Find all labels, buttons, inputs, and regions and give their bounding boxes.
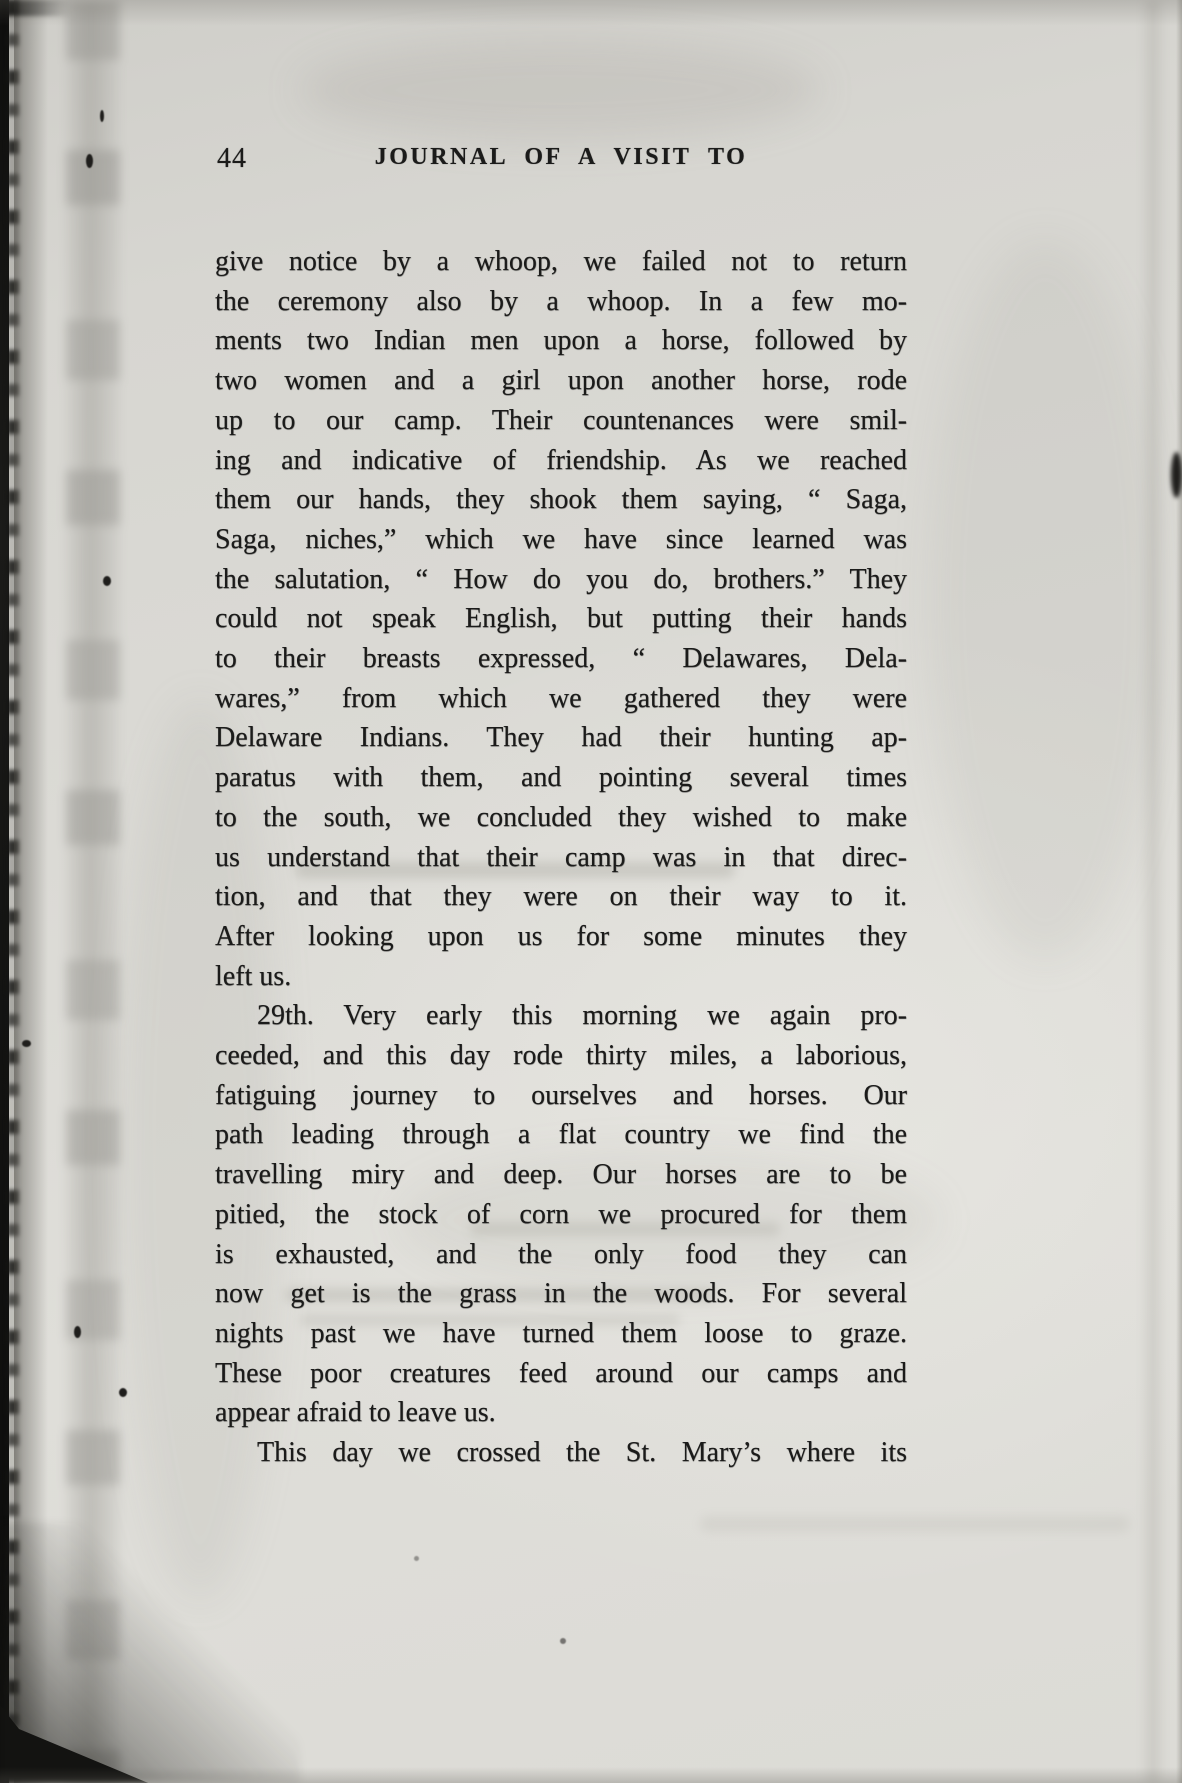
text-line: paratus with them, and pointing several times (215, 762, 907, 794)
page-number: 44 (217, 143, 247, 174)
text-line: ments two Indian men upon a horse, followed by (215, 325, 907, 357)
text-line: pitied, the stock of corn we procured for them (215, 1198, 907, 1230)
text-line: nights past we have turned them loose to graze. (215, 1317, 907, 1349)
ink-speck (86, 154, 93, 168)
ink-speck (119, 1388, 127, 1397)
text-line: tion, and that they were on their way to it. (215, 881, 907, 913)
text-line: the salutation, “ How do you do, brothers.” They (215, 563, 907, 595)
paper-stain (930, 240, 1160, 960)
ink-blot-right-edge (1171, 452, 1182, 498)
text-line: give notice by a whoop, we failed not to return (215, 246, 907, 277)
text-line: Delaware Indians. They had their hunting ap- (215, 722, 907, 754)
text-line: to their breasts expressed, “ Delawares, Dela- (215, 643, 907, 675)
page-text (215, 242, 907, 1473)
right-page-crease (1140, 0, 1166, 1783)
text-line: fatiguing journey to ourselves and horses. Our (215, 1079, 907, 1111)
text-line: appear afraid to leave us. (215, 1397, 496, 1429)
text-line: two women and a girl upon another horse, rode (215, 365, 907, 397)
text-line: path leading through a flat country we find the (215, 1119, 907, 1151)
text-line: left us. (215, 960, 292, 992)
ink-speck (74, 1326, 81, 1338)
text-line: ing and indicative of friendship. As we reached (215, 444, 907, 476)
ink-speck (560, 1638, 566, 1644)
text-line: is exhausted, and the only food they can (215, 1238, 907, 1270)
text-line: them our hands, they shook them saying, “ Saga, (215, 484, 907, 516)
right-page-edge (1176, 0, 1182, 1783)
bottom-edge-shadow (0, 1767, 1182, 1783)
running-header: JOURNAL OF A VISIT TO (374, 144, 748, 170)
show-through-text (700, 1516, 1130, 1532)
ink-speck (100, 110, 104, 122)
text-line: This day we crossed the St. Mary’s where its (257, 1437, 907, 1469)
text-line: wares,” from which we gathered they were (215, 682, 907, 714)
text-line: to the south, we concluded they wished to make (215, 801, 907, 833)
text-line: up to our camp. Their countenances were smil- (215, 404, 907, 436)
ink-speck (22, 1040, 31, 1047)
spine-shadow (14, 0, 48, 1783)
text-line: now get is the grass in the woods. For several (215, 1278, 907, 1310)
paper-stain (300, 40, 820, 140)
text-line: 29th. Very early this morning we again pro- (257, 1000, 907, 1032)
text-line: ceeded, and this day rode thirty miles, a laborious, (215, 1040, 907, 1072)
text-line: travelling miry and deep. Our horses are to be (215, 1159, 907, 1191)
text-line: the ceremony also by a whoop. In a few mo- (215, 285, 907, 317)
top-edge-shadow (0, 0, 1182, 26)
text-line: could not speak English, but putting their hands (215, 603, 907, 635)
text-line: After looking upon us for some minutes they (215, 920, 907, 952)
text-line: These poor creatures feed around our camps and (215, 1357, 907, 1389)
page-crease (66, 0, 120, 1783)
ink-speck (414, 1556, 419, 1561)
page-header (215, 141, 907, 179)
ink-speck (103, 576, 111, 586)
text-line: Saga, niches,” which we have since learned was (215, 523, 907, 555)
text-line: us understand that their camp was in that direc- (215, 841, 907, 873)
